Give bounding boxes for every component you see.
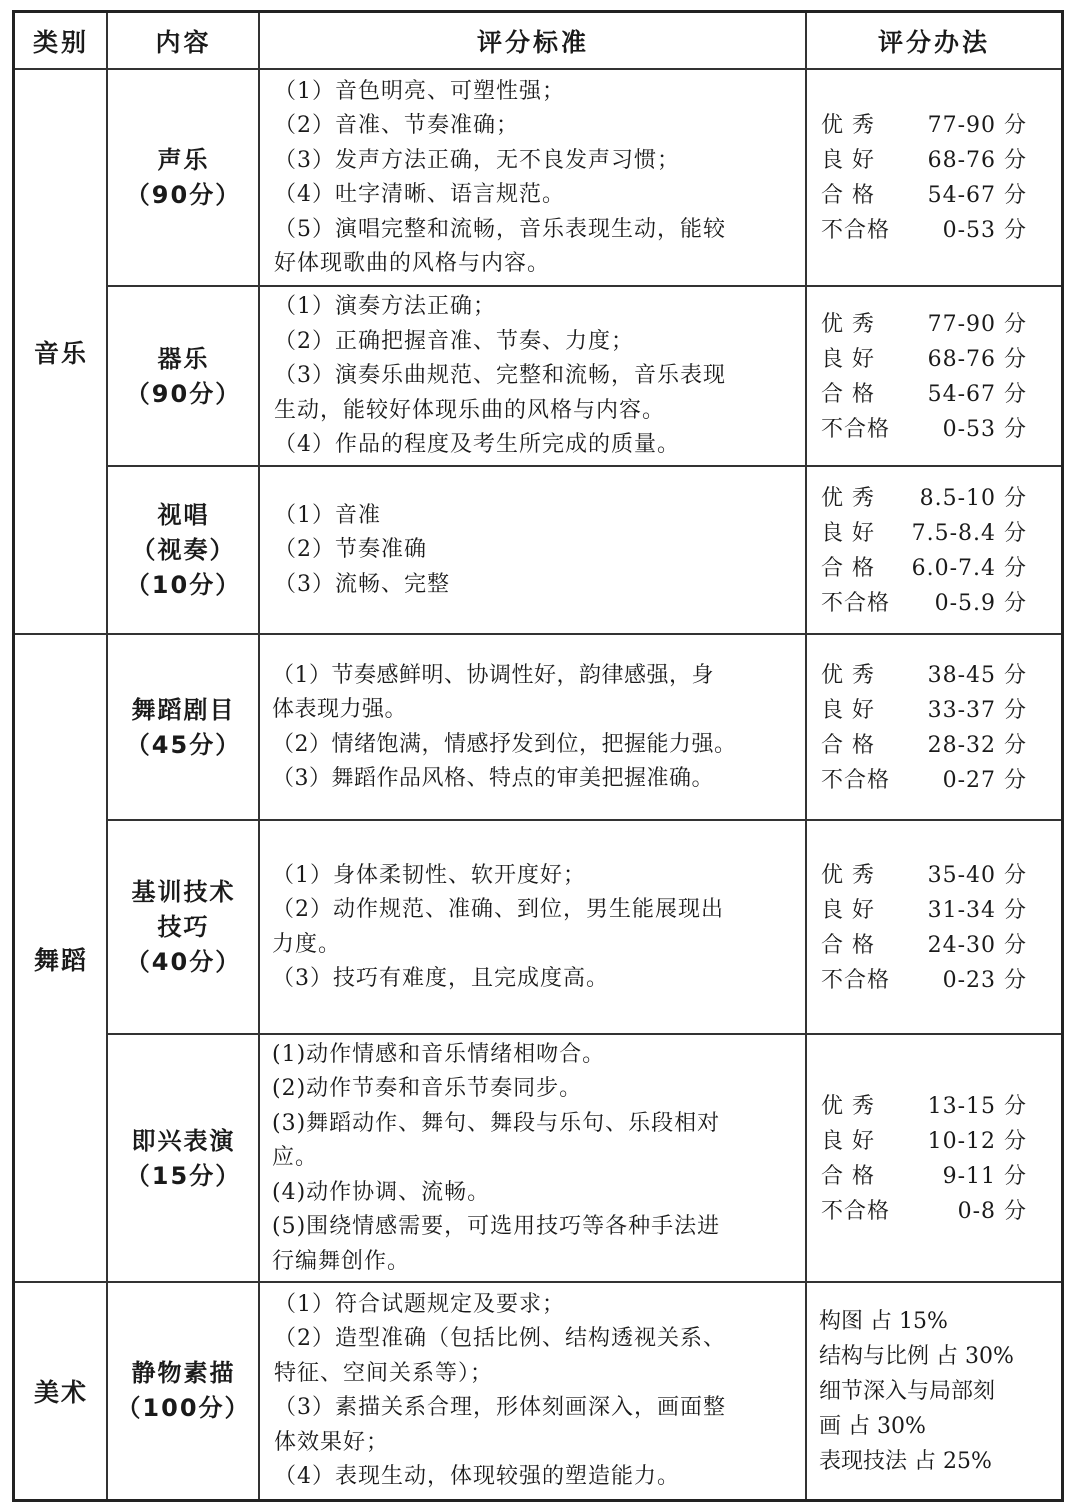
content-score: （90分）	[125, 181, 242, 209]
header-content: 内容	[155, 28, 212, 57]
grade-line	[821, 178, 1061, 213]
grade-level: 良 好	[821, 697, 875, 723]
grade-range: 68-76 分	[927, 148, 1027, 173]
grade-level: 合 格	[821, 932, 875, 958]
grade-level: 优 秀	[821, 113, 875, 138]
grade-range: 68-76 分	[927, 346, 1027, 372]
content-title: 静物素描	[131, 1359, 236, 1387]
criteria-line: (3)舞蹈动作、舞句、舞段与乐句、乐段相对	[272, 1110, 721, 1136]
category-dance: 舞蹈	[33, 945, 88, 975]
grade-level: 优 秀	[821, 662, 875, 688]
grade-level: 不合格	[821, 1198, 891, 1224]
grade-range: 31-34 分	[927, 897, 1027, 923]
criteria-line: （2）节奏准确	[274, 537, 427, 563]
method-cell	[807, 821, 1061, 1034]
method-line: 画 占 30%	[819, 1413, 926, 1439]
criteria-line: （3）演奏乐曲规范、完整和流畅，音乐表现	[274, 363, 726, 389]
method-cell	[807, 467, 1061, 634]
content-cell	[108, 287, 259, 466]
grade-range: 77-90 分	[927, 113, 1027, 138]
criteria-line: 行编舞创作。	[272, 1248, 411, 1274]
criteria-line: （4）吐字清晰、语言规范。	[274, 182, 565, 207]
method-line: 细节深入与局部刻	[819, 1378, 996, 1404]
criteria-line: （1）音准	[274, 502, 381, 528]
grade-line	[821, 143, 1061, 178]
criteria-line: 力度。	[272, 931, 342, 957]
grade-range: 0-8 分	[957, 1198, 1027, 1224]
method-line: 构图 占 15%	[819, 1308, 948, 1334]
criteria-line: (4)动作协调、流畅。	[272, 1179, 491, 1205]
grade-level: 不合格	[821, 416, 891, 442]
grade-range: 28-32 分	[927, 732, 1027, 758]
criteria-line: （4）作品的程度及考生所完成的质量。	[274, 432, 680, 458]
grade-range: 24-30 分	[927, 932, 1027, 958]
grade-level: 优 秀	[821, 862, 875, 888]
grade-level: 良 好	[821, 346, 875, 372]
grade-line	[821, 693, 1061, 728]
content-cell	[108, 467, 259, 634]
grade-level: 良 好	[821, 897, 875, 923]
grade-line	[821, 213, 1061, 248]
criteria-line: （3）舞蹈作品风格、特点的审美把握准确。	[272, 766, 714, 791]
grade-line	[821, 1124, 1061, 1159]
content-score: （100分）	[116, 1394, 251, 1422]
criteria-line: （1）节奏感鲜明、协调性好，韵律感强，身	[272, 662, 714, 688]
scoring-table	[12, 10, 1064, 1502]
grade-line	[821, 586, 1061, 621]
grade-line	[821, 516, 1061, 551]
method-cell	[807, 1283, 1061, 1499]
grade-level: 优 秀	[821, 311, 875, 337]
content-cell	[108, 1283, 259, 1499]
grade-line	[821, 412, 1061, 447]
grade-range: 54-67 分	[927, 381, 1027, 407]
criteria-line: （4）表现生动，体现较强的塑造能力。	[274, 1464, 680, 1489]
method-cell	[807, 635, 1061, 820]
grade-range: 10-12 分	[927, 1128, 1027, 1154]
content-score: （45分）	[125, 730, 242, 759]
grade-line	[821, 108, 1061, 143]
grade-line	[821, 342, 1061, 377]
grade-range: 0-27 分	[942, 767, 1027, 793]
grade-line	[821, 1194, 1061, 1229]
grade-line	[821, 1159, 1061, 1194]
criteria-line: （5）演唱完整和流畅，音乐表现生动，能较	[274, 216, 726, 242]
grade-level: 合 格	[821, 732, 875, 758]
grade-range: 38-45 分	[927, 662, 1027, 688]
grade-range: 7.5-8.4 分	[911, 520, 1027, 546]
criteria-line: 好体现歌曲的风格与内容。	[274, 251, 551, 276]
method-line: 表现技法 占 25%	[819, 1448, 992, 1474]
grade-level: 不合格	[821, 590, 891, 616]
grade-level: 不合格	[821, 967, 891, 993]
grade-range: 54-67 分	[927, 183, 1027, 208]
criteria-cell	[260, 70, 806, 286]
grade-line	[821, 377, 1061, 412]
content-title: 视唱	[157, 501, 210, 529]
criteria-line: （2）正确把握音准、节奏、力度；	[274, 328, 634, 354]
grade-line	[821, 928, 1061, 963]
grade-level: 优 秀	[821, 1093, 875, 1119]
grade-range: 0-5.9 分	[934, 590, 1027, 616]
criteria-line: （3）发声方法正确，无不良发声习惯；	[274, 147, 680, 173]
category-music: 音乐	[33, 339, 88, 368]
method-cell	[807, 70, 1061, 286]
criteria-line: （3）技巧有难度，且完成度高。	[272, 966, 609, 991]
criteria-cell	[260, 821, 806, 1034]
grade-range: 77-90 分	[927, 311, 1027, 337]
grade-range: 0-53 分	[942, 218, 1027, 243]
content-cell	[108, 821, 259, 1034]
grade-range: 0-53 分	[942, 416, 1027, 442]
content-title: 即兴表演	[131, 1126, 236, 1155]
criteria-line: 生动，能较好体现乐曲的风格与内容。	[274, 397, 666, 423]
method-line: 结构与比例 占 30%	[819, 1343, 1014, 1369]
criteria-line: 体效果好；	[274, 1429, 390, 1455]
grade-line	[821, 481, 1061, 516]
criteria-line: （3）素描关系合理，形体刻画深入，画面整	[274, 1395, 726, 1420]
criteria-line: （3）流畅、完整	[274, 571, 450, 597]
content-cell	[108, 70, 259, 286]
grade-level: 合 格	[821, 555, 875, 581]
content-title-line2: 技巧	[157, 913, 210, 941]
grade-line	[821, 763, 1061, 798]
header-method: 评分办法	[877, 28, 990, 57]
grade-line	[821, 658, 1061, 693]
grade-level: 良 好	[821, 148, 875, 173]
criteria-line: 应。	[272, 1145, 319, 1171]
header-category: 类别	[32, 28, 89, 57]
grade-line	[821, 551, 1061, 586]
criteria-cell	[260, 1283, 806, 1499]
grade-range: 6.0-7.4 分	[911, 555, 1027, 581]
grade-range: 9-11 分	[942, 1163, 1027, 1189]
criteria-line: （2）动作规范、准确、到位，男生能展现出	[272, 897, 724, 922]
criteria-line: 特征、空间关系等）；	[274, 1360, 494, 1386]
criteria-line: (5)围绕情感需要，可选用技巧等各种手法进	[272, 1214, 721, 1240]
grade-range: 13-15 分	[927, 1093, 1027, 1119]
criteria-line: （1）音色明亮、可塑性强；	[274, 78, 565, 104]
criteria-line: （1）身体柔韧性、软开度好；	[272, 862, 586, 888]
criteria-cell	[260, 635, 806, 820]
content-title: 声乐	[157, 146, 210, 174]
grade-level: 良 好	[821, 520, 875, 546]
header-criteria: 评分标准	[476, 28, 589, 57]
criteria-line: (1)动作情感和音乐情绪相吻合。	[272, 1041, 606, 1067]
grade-line	[821, 728, 1061, 763]
grade-level: 不合格	[821, 767, 891, 793]
grade-range: 35-40 分	[927, 862, 1027, 888]
grade-level: 合 格	[821, 381, 875, 407]
criteria-line: （1）演奏方法正确；	[274, 294, 496, 320]
criteria-line: (2)动作节奏和音乐节奏同步。	[272, 1076, 583, 1102]
criteria-cell	[260, 287, 806, 466]
content-score: （40分）	[125, 948, 242, 976]
criteria-line: 体表现力强。	[272, 697, 408, 722]
grade-line	[821, 1089, 1061, 1124]
method-cell	[807, 1035, 1061, 1282]
grade-range: 33-37 分	[927, 697, 1027, 723]
criteria-line: （2）音准、节奏准确；	[274, 113, 519, 138]
content-title: 舞蹈剧目	[131, 695, 236, 724]
criteria-line: （2）造型准确（包括比例、结构透视关系、	[274, 1326, 726, 1351]
grade-level: 合 格	[821, 183, 875, 208]
criteria-cell	[260, 1035, 806, 1282]
grade-level: 良 好	[821, 1128, 875, 1154]
grade-line	[821, 858, 1061, 893]
content-title: 器乐	[157, 344, 210, 373]
content-subtitle: （视奏）	[131, 536, 236, 564]
grade-level: 不合格	[821, 218, 891, 243]
criteria-cell	[260, 467, 806, 634]
grade-line	[821, 963, 1061, 998]
grade-line	[821, 893, 1061, 928]
content-score: （90分）	[125, 379, 242, 408]
grade-level: 合 格	[821, 1163, 875, 1189]
content-score: （15分）	[125, 1161, 242, 1190]
grade-line	[821, 307, 1061, 342]
content-cell	[108, 635, 259, 820]
content-title: 基训技术	[131, 878, 236, 906]
criteria-line: （1）符合试题规定及要求；	[274, 1291, 565, 1317]
content-cell	[108, 1035, 259, 1282]
criteria-line: （2）情绪饱满，情感抒发到位，把握能力强。	[272, 731, 737, 757]
grade-range: 0-23 分	[942, 967, 1027, 993]
content-score: （10分）	[125, 571, 242, 599]
category-art: 美术	[33, 1378, 88, 1407]
grade-range: 8.5-10 分	[919, 485, 1027, 511]
method-cell	[807, 287, 1061, 466]
grade-level: 优 秀	[821, 485, 875, 511]
